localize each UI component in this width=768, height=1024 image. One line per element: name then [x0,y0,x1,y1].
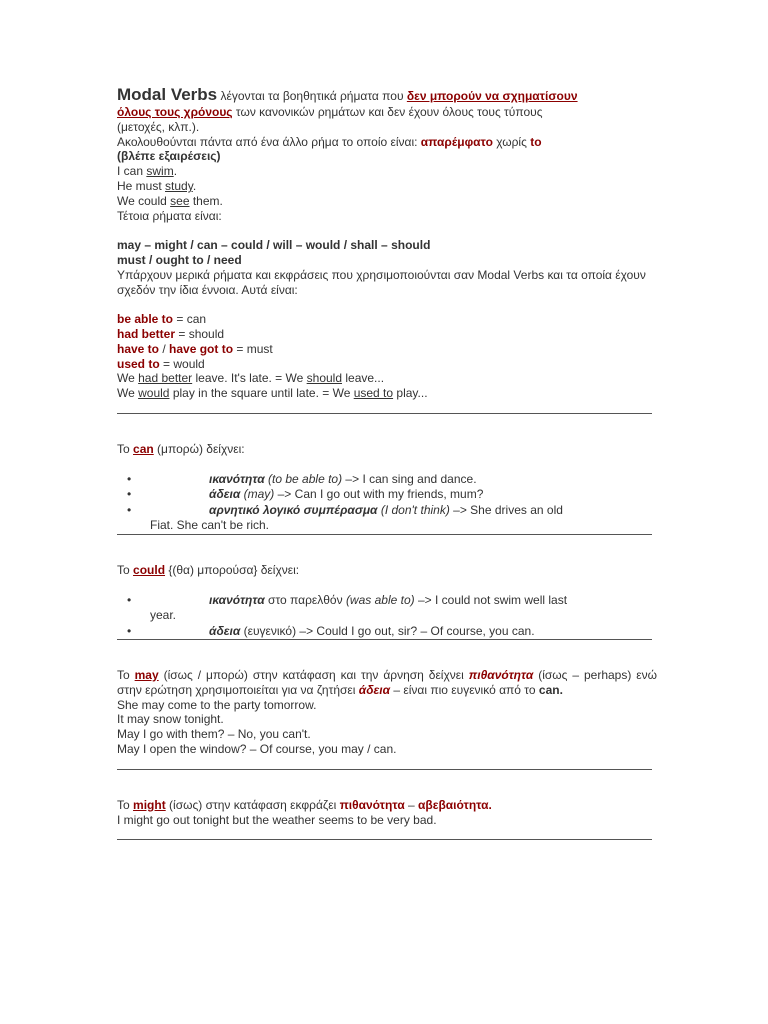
bullet-icon: • [127,471,132,486]
example-line: May I go with them? – No, you can't. [117,727,311,742]
can-heading [117,442,657,457]
highlight-text: have to [117,341,160,356]
text: He must [117,178,166,193]
text: = must [233,341,273,356]
highlight-text: to [530,134,542,149]
might-heading [117,798,657,813]
example-line: It may snow tonight. [117,712,224,727]
text: – [404,797,419,812]
term: ικανότητα [209,471,265,486]
term: αρνητικό λογικό συμπέρασμα [209,502,378,517]
intro-line-5: (βλέπε εξαιρέσεις) [117,149,221,164]
intro-line-3: (μετοχές, κλπ.). [117,119,200,134]
list-item [117,487,657,503]
text: –> I can sing and dance. [342,471,477,486]
equivalent-line [117,342,657,357]
highlight-text: όλους τους χρόνους [117,105,233,119]
text: (ίσως / μπορώ) στην κατάφαση και την άρνηση δείχνει [158,668,469,683]
highlight-text: be able to [117,312,174,327]
text: (ίσως) στην κατάφαση εκφράζει [165,797,340,812]
text: (μπορώ) δείχνει: [153,441,245,456]
gloss: (to be able to) [264,471,343,486]
highlight-text: απαρέμφατο [420,134,493,149]
example-line: She may come to the party tomorrow. [117,697,317,712]
text: leave... [342,371,385,386]
page-title: Modal Verbs [117,85,218,104]
example-line [117,179,657,194]
highlight-text: had better [117,326,176,341]
example-line [117,164,657,179]
underlined-verb: swim [146,164,174,179]
text: χωρίς [492,134,531,149]
text: Το [117,668,135,683]
text: Το [117,797,134,812]
text: (ευγενικό) –> Could I go out, sir? – Of course, you can. [240,623,535,638]
text: play in the square until late. = We [169,386,354,401]
bullet-icon: • [127,623,132,638]
equivalent-line [117,327,657,342]
text: –> I could not swim well last [414,592,568,607]
highlight-text: αβεβαιότητα. [418,797,492,812]
intro-line-verbs-lead: Τέτοια ρήματα είναι: [117,208,222,223]
text: λέγονται τα βοηθητικά ρήματα που [217,89,407,103]
text: / [159,341,170,356]
text: I can [117,164,147,179]
underlined-verb: should [306,371,343,386]
highlight-text: πιθανότητα [339,797,405,812]
text: We could [117,193,171,208]
highlight-text: δεν μπορούν να σχηματίσουν [406,89,578,103]
text: can. [538,682,563,697]
list-item-continuation: year. [150,608,177,623]
text: (ίσως – perhaps) ενώ στην ερώτηση χρησιμοποιείται για να ζητήσει [117,668,658,697]
modal-keyword: can [133,441,154,456]
equivalent-example [117,371,657,386]
text: –> Can I go out with my friends, mum? [274,487,484,502]
may-heading [117,668,657,698]
text: leave. It's late. = We [192,371,307,386]
text: Το [117,562,134,577]
text: = can [173,312,207,327]
intro-line-2 [117,105,657,120]
example-line: May I open the window? – Of course, you may / can. [117,742,397,757]
underlined-verb: would [138,386,170,401]
divider [117,839,652,840]
list-item [117,503,657,519]
bullet-icon: • [127,592,132,607]
underlined-verb: used to [353,386,394,401]
gloss: (was able to) [345,592,415,607]
modal-keyword: might [133,797,166,812]
text: {(θα) μπορούσα} δείχνει: [165,562,300,577]
highlight-text: άδεια [358,682,391,697]
could-heading [117,563,657,578]
example-line [117,194,657,209]
example-line: I might go out tonight but the weather seems to be very bad. [117,812,437,827]
text: them. [189,193,223,208]
equivalent-line [117,312,657,327]
modal-keyword: may [134,668,159,683]
verbs-description: Υπάρχουν μερικά ρήματα και εκφράσεις που χρησιμοποιούνται σαν Modal Verbs και τα οποία έχουν σχεδόν την ίδια έννοια. Αυτά είναι: [117,267,646,297]
text: We [117,386,139,401]
text: –> She drives an old [449,502,563,517]
intro-line-4 [117,135,657,150]
equivalent-example [117,386,657,401]
underlined-verb: had better [138,371,193,386]
highlight-text: used to [117,356,160,371]
text: Το [117,441,134,456]
highlight-text: have got to [169,341,234,356]
modal-keyword: could [133,562,166,577]
highlight-text: πιθανότητα [468,668,534,683]
text: Ακολουθούνται πάντα από ένα άλλο ρήμα το οποίο είναι: [117,134,421,149]
term: άδεια [209,487,241,502]
text: We [117,371,139,386]
term: ικανότητα [209,592,265,607]
verbs-list-1: may – might / can – could / will – would / shall – should [117,238,431,253]
bullet-icon: • [127,502,132,517]
underlined-verb: see [170,193,190,208]
document-page [117,86,657,840]
equivalent-line [117,357,657,372]
underlined-verb: study [165,178,193,193]
text: = would [159,356,205,371]
text: . [173,164,178,179]
text: = should [175,326,225,341]
list-item [117,593,657,609]
text: στο παρελθόν [264,592,346,607]
term: άδεια [209,623,241,638]
text: των κανονικών ρημάτων και δεν έχουν όλους τους τύπους [232,105,543,119]
gloss: (I don't think) [377,502,450,517]
list-item [117,624,657,640]
list-item [117,472,657,488]
list-item-continuation: Fiat. She can't be rich. [150,518,270,533]
bullet-icon: • [127,487,132,502]
verbs-list-2: must / ought to / need [117,252,242,267]
text: play... [393,386,428,401]
intro-line-1 [117,86,657,105]
text: . [192,178,197,193]
text: – είναι πιο ευγενικό από το [390,682,539,697]
gloss: (may) [240,487,275,502]
